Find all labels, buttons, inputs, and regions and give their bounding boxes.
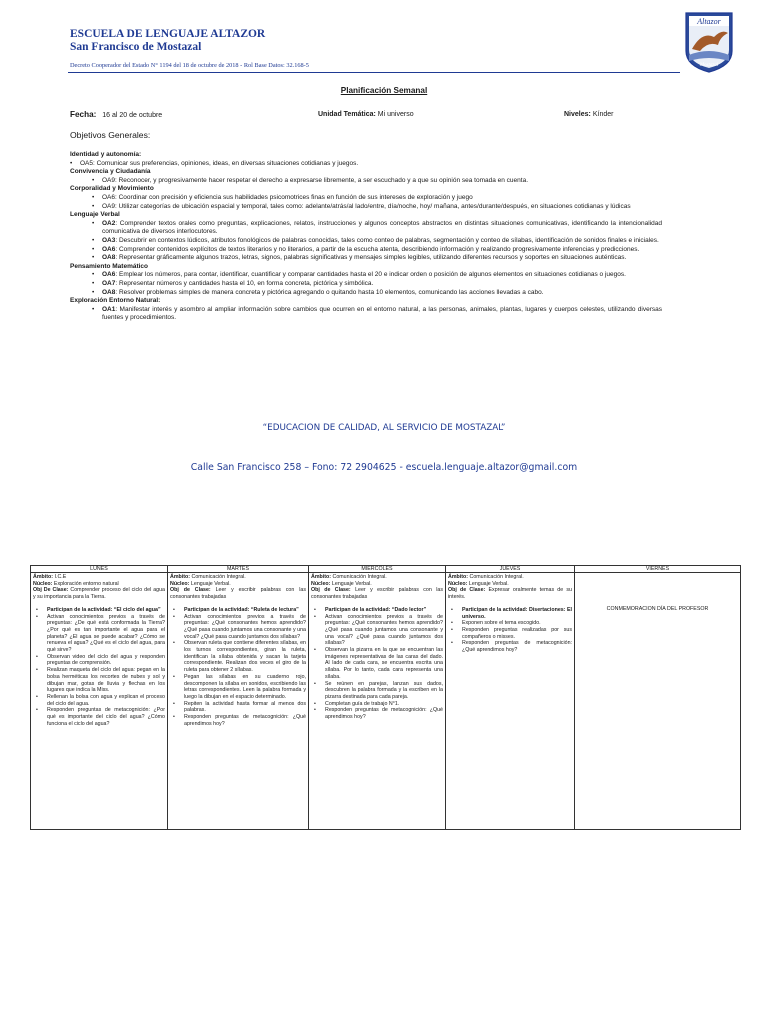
activity-text: Participan de la actividad: “Ruleta de lectura” xyxy=(184,606,299,613)
objective-items xyxy=(70,160,662,169)
list-item xyxy=(36,607,165,614)
objectives-list xyxy=(70,151,662,323)
header-divider xyxy=(68,72,680,73)
activity-text: Exponen sobre el tema escogido. xyxy=(462,620,541,627)
activity-text: Responden preguntas de metacognición: ¿Qué aprendimos hoy? xyxy=(184,714,306,727)
list-item xyxy=(451,627,572,640)
activity-text: Realizan maqueta del ciclo del agua: pegan en la bolsa herméticas los recortes de nubes y sol y dibujan mar, gotas de lluvia y flechas en los lugares que indica la Miss. xyxy=(47,667,165,694)
bullet-icon: • xyxy=(173,640,175,647)
objective-section-heading: Corporalidad y Movimiento xyxy=(70,185,154,193)
ambito-line xyxy=(311,574,443,581)
activity-text: Observan video del ciclo del agua y responden preguntas de comprensión. xyxy=(47,653,165,667)
objective-item xyxy=(92,254,662,263)
objective-text: : Comprender contenidos explícitos de textos literarios y no literarios, a partir de la escucha atenta, describiendo información y realizando progresivamente inferencias y predicciones. xyxy=(115,245,640,253)
bullet-icon: • xyxy=(92,271,95,279)
activity-text: Responden preguntas de metacognición: ¿Por qué es importante del ciclo del agua? ¿Cómo funciona el ciclo del agua? xyxy=(47,707,165,727)
list-item xyxy=(451,640,572,653)
cell-meta xyxy=(311,574,443,601)
ambito-label: Ámbito: xyxy=(33,574,54,580)
nucleo-label: Núcleo: xyxy=(311,580,331,587)
cell-meta xyxy=(448,574,572,601)
list-item xyxy=(173,607,306,614)
ambito-value: Comunicación Integral. xyxy=(469,574,524,580)
header-viernes: VIERNES xyxy=(575,566,741,573)
list-item xyxy=(36,667,165,694)
bullet-icon: • xyxy=(314,647,316,654)
list-item xyxy=(314,614,443,648)
activity-text: Responden preguntas de metacognición: ¿Qué aprendimos hoy? xyxy=(325,707,443,721)
cell-meta xyxy=(170,574,306,601)
activity-text: Participan de la actividad: “El ciclo del agua” xyxy=(47,606,161,613)
bullet-icon: • xyxy=(92,245,95,253)
bullet-icon: • xyxy=(92,279,95,287)
bullet-icon: • xyxy=(173,613,175,620)
objective-item xyxy=(92,236,662,246)
list-item xyxy=(314,647,443,681)
objectives-title: Objetivos Generales: xyxy=(70,130,151,140)
objective-code: OA6 xyxy=(102,245,116,253)
ambito-label: Ámbito: xyxy=(448,574,469,580)
objective-item xyxy=(92,245,662,255)
niveles-value: Kínder xyxy=(592,111,614,118)
school-name: ESCUELA DE LENGUAJE ALTAZOR xyxy=(70,28,266,40)
activity-text: Observan ruleta que contiene diferentes sílabas, en los turnos correspondientes, giran la ruleta, identifican la sílaba obtenida y sacan la tarjeta correspondiente. Realizan dos veces el giro de la ruleta para obtener 2 sílabas. xyxy=(184,640,306,674)
niveles-label: Niveles xyxy=(564,111,589,118)
list-item xyxy=(314,707,443,720)
list-item xyxy=(36,694,165,707)
school-logo xyxy=(684,11,734,73)
ambito-label: Ámbito: xyxy=(311,574,332,580)
ambito-line xyxy=(170,574,306,581)
list-item xyxy=(173,674,306,701)
bullet-icon: • xyxy=(36,606,38,613)
ambito-label: Ámbito: xyxy=(170,574,191,580)
activity-list xyxy=(448,607,572,654)
obj-value: Expresar oralmente temas de su interés. xyxy=(448,587,572,601)
obj-value: Leer y escribir palabras con las consonantes trabajadas xyxy=(311,587,443,601)
objective-section-heading: Identidad y autonomía: xyxy=(70,151,142,158)
objective-item xyxy=(92,288,662,298)
objective-text: : Representar números y cantidades hasta el 10, en forma concreta, pictórica y simbólica. xyxy=(115,279,374,287)
obj-value: Comprender proceso del ciclo del agua y su importancia para la Tierra. xyxy=(33,587,165,601)
bullet-icon: • xyxy=(92,236,95,244)
cell-viernes xyxy=(575,573,741,830)
objective-code: OA3 xyxy=(102,236,116,244)
objective-text: : Resolver problemas simples de manera concreta y pictórica agregando o quitando hasta 10 elementos, comunicando las acciones llevadas a cabo. xyxy=(115,288,544,296)
objective-item xyxy=(92,219,662,237)
bullet-icon: • xyxy=(36,707,38,714)
ambito-value: I.C.E xyxy=(54,574,67,580)
bullet-icon: • xyxy=(451,620,453,627)
activity-text: Repiten la actividad hasta formar al menos dos palabras. xyxy=(184,700,306,714)
cell-miercoles xyxy=(309,573,446,830)
list-item xyxy=(451,620,572,627)
bullet-icon: • xyxy=(173,700,175,707)
activity-text: Completan guía de trabajo N°1. xyxy=(325,700,400,707)
cell-jueves xyxy=(446,573,575,830)
list-item xyxy=(36,654,165,667)
objective-text: OA9: Reconocer, y progresivamente hacer respetar el derecho a expresarse libremente, a ser escuchado y a que su opinión sea tomada en cuenta. xyxy=(102,176,528,184)
bullet-icon: • xyxy=(92,219,95,227)
obj-line xyxy=(33,587,165,600)
bullet-icon: • xyxy=(314,680,316,687)
obj-label: Obj de Clase: xyxy=(311,587,351,594)
objective-text: OA9: Utilizar categorías de ubicación espacial y temporal, tales como: adelante/atrás/al lado/entre, día/noche, hoy/ mañana, antes/durante/después, en situaciones cotidianas y lúdicas xyxy=(102,202,631,210)
school-header xyxy=(70,28,265,54)
nucleo-value: Lenguaje Verbal. xyxy=(468,580,509,587)
list-item xyxy=(173,640,306,674)
cell-martes xyxy=(168,573,309,830)
objective-text: : Comprender textos orales como preguntas, explicaciones, relatos, instrucciones y algunos conceptos abstractos en distintas situaciones comunicativas, identificando la intencionalidad comunicativa de diversos interlocutores. xyxy=(102,219,662,236)
nucleo-value: Lenguaje Verbal. xyxy=(331,580,372,587)
list-item xyxy=(173,614,306,641)
ambito-line xyxy=(33,574,165,581)
obj-label: Obj de Clase: xyxy=(448,587,486,594)
objective-text: OA5: Comunicar sus preferencias, opiniones, ideas, en diversas situaciones cotidianas y juegos. xyxy=(80,159,359,167)
bullet-icon: • xyxy=(92,305,95,313)
cell-meta xyxy=(33,574,165,601)
bullet-icon: • xyxy=(451,640,453,647)
bullet-icon: • xyxy=(92,288,95,296)
fecha-label: Fecha xyxy=(70,110,94,119)
bullet-icon: • xyxy=(314,613,316,620)
info-row: Fecha: 16 al 20 de octubre Unidad Temática: Mi universo Niveles: Kínder xyxy=(70,110,614,119)
activity-text: Rellenan la bolsa con agua y explican el proceso del ciclo del agua. xyxy=(47,693,165,707)
bullet-icon: • xyxy=(36,693,38,700)
objective-text: OA6: Coordinar con precisión y eficiencia sus habilidades psicomotrices finas en función de sus intereses de exploración y juego xyxy=(102,193,473,201)
list-item xyxy=(451,607,572,620)
cell-lunes xyxy=(31,573,168,830)
bullet-icon: • xyxy=(70,159,73,167)
bullet-icon: • xyxy=(314,700,316,707)
activity-list xyxy=(170,607,306,728)
obj-line xyxy=(448,587,572,600)
unidad-label: Unidad Temática xyxy=(318,111,374,118)
objective-items xyxy=(70,177,662,186)
obj-line xyxy=(170,587,306,600)
list-item xyxy=(314,681,443,701)
objective-text: : Representar gráficamente algunos trazos, letras, signos, palabras significativas y mensajes simples legibles, utilizando diferentes recursos y soportes en situaciones auténticas. xyxy=(115,254,627,262)
objective-item xyxy=(92,271,662,280)
objective-section-heading: Pensamiento Matemático xyxy=(70,262,149,270)
obj-label: Obj de Clase: xyxy=(170,587,211,594)
objective-section-heading: Convivencia y Ciudadanía xyxy=(70,168,151,176)
nucleo-line xyxy=(311,581,443,588)
nucleo-value: Lenguaje Verbal. xyxy=(190,580,231,587)
nucleo-label: Núcleo: xyxy=(170,580,190,587)
bullet-icon: • xyxy=(36,613,38,620)
objective-code: OA7 xyxy=(102,279,116,287)
objective-item xyxy=(92,279,662,289)
header-miercoles: MIERCOLES xyxy=(309,566,446,573)
objective-item xyxy=(70,159,662,169)
nucleo-label: Núcleo: xyxy=(33,580,53,587)
list-item xyxy=(314,607,443,614)
list-item xyxy=(314,701,443,708)
weekly-plan-table xyxy=(30,565,741,830)
activity-text: Activan conocimientos previos a través de preguntas: ¿Qué consonantes hemos aprendido? ¿Qué pasa cuando juntamos una consonante y una vocal? ¿Qué pasa cuando juntamos dos sílabas? xyxy=(184,613,306,640)
ambito-line xyxy=(448,574,572,581)
bullet-icon: • xyxy=(173,606,175,613)
bullet-icon: • xyxy=(92,176,95,184)
objective-code: OA8 xyxy=(102,288,116,296)
objective-item xyxy=(92,202,662,212)
objective-section-heading: Exploración Entorno Natural: xyxy=(70,297,161,305)
bullet-icon: • xyxy=(173,673,175,680)
activity-text: Activan conocimientos previos a través de preguntas: ¿De qué está conformada la Tierra? ¿Por qué es tan importante el agua para el planeta? ¿El agua se puede acabar? ¿Cómo se renueva el agua? ¿Qué es el ciclo del agua, para qué sirve? xyxy=(47,613,165,654)
list-item xyxy=(173,714,306,727)
objective-code: OA1 xyxy=(102,305,116,313)
activity-text: Responden preguntas realizadas por sus compañeros o misses. xyxy=(462,626,572,640)
ambito-value: Comunicación Integral. xyxy=(191,574,246,580)
objective-text: : Descubrir en contextos lúdicos, atributos fonológicos de palabras conocidas, tales como conteo de palabras, segmentación y conteo de sílabas, identificación de sonidos finales e iniciales. xyxy=(115,236,659,244)
activity-text: Participan de la actividad: Disertaciones: El universo. xyxy=(462,606,572,620)
table-row xyxy=(31,573,741,830)
nucleo-value: Exploración entorno natural xyxy=(53,580,119,587)
table-header-row xyxy=(31,566,741,573)
objective-section-heading: Lenguaje Verbal xyxy=(70,211,120,219)
bullet-icon: • xyxy=(314,606,316,613)
activity-text: Se reúnen en parejas, lanzan sus dados, descubren la palabra formada y la escriben en la pizarra destinada para cada pareja. xyxy=(325,680,443,700)
footer-address: Calle San Francisco 258 – Fono: 72 2904625 - escuela.lenguaje.altazor@gmail.com xyxy=(190,462,578,473)
obj-value: Leer y escribir palabras con las consonantes trabajadas xyxy=(170,587,306,601)
bullet-icon: • xyxy=(36,667,38,674)
objective-text: : Emplear los números, para contar, identificar, cuantificar y comparar cantidades hasta el 20 e indicar orden o posición de algunos elementos en situaciones cotidianas o juegos. xyxy=(115,271,626,279)
objective-items xyxy=(70,306,662,323)
activity-list xyxy=(33,607,165,728)
activity-text: Activan conocimientos previos a través de preguntas: ¿Qué consonantes hemos aprendido? ¿Qué pasa cuando juntamos una consonante y una vocal? ¿Qué pasa cuando juntamos dos sílabas? xyxy=(325,613,443,647)
objective-code: OA6 xyxy=(102,271,116,279)
objective-item xyxy=(92,193,662,203)
friday-note: CONMEMORACION DÍA DEL PROFESOR xyxy=(606,606,709,612)
footer-quote: “EDUCACION DE CALIDAD, AL SERVICIO DE MOSTAZAL” xyxy=(262,423,506,433)
activity-text: Responden preguntas de metacognición: ¿Qué aprendimos hoy? xyxy=(462,640,572,654)
fecha-value: 16 al 20 de octubre xyxy=(102,112,163,119)
activity-list xyxy=(311,607,443,721)
bullet-icon: • xyxy=(451,606,453,613)
objective-item xyxy=(92,305,662,323)
school-location: San Francisco de Mostazal xyxy=(70,41,202,53)
ambito-value: Comunicación Integral. xyxy=(332,574,387,580)
bullet-icon: • xyxy=(314,707,316,714)
objective-code: OA8 xyxy=(102,254,116,262)
nucleo-line xyxy=(448,581,572,588)
header-martes: MARTES xyxy=(168,566,309,573)
list-item xyxy=(36,614,165,654)
list-item xyxy=(173,701,306,714)
objective-text: : Manifestar interés y asombro al ampliar información sobre cambios que ocurren en el entorno natural, a las personas, animales, plantas, lugares y cuerpos celestes, utilizando diversas fuentes y procedimientos. xyxy=(102,305,662,322)
nucleo-line xyxy=(33,581,165,588)
header-lunes: LUNES xyxy=(31,566,168,573)
nucleo-line xyxy=(170,581,306,588)
unidad-value: Mi universo xyxy=(377,111,414,118)
activity-text: Observan la pizarra en la que se encuentran las imágenes representativas de las caras del dado. Al lado de cada cara, se encuentra escrita una sílaba. Por lo tanto, cada cara representa una sílaba. xyxy=(325,647,443,680)
decree-text: Decreto Cooperador del Estado N° 1194 del 18 de octubre de 2018 - Rol Base Datos: 32.168-5 xyxy=(70,62,309,69)
bullet-icon: • xyxy=(451,626,453,633)
obj-label: Obj De Clase: xyxy=(33,587,69,594)
bullet-icon: • xyxy=(36,653,38,660)
header-jueves: JUEVES xyxy=(446,566,575,573)
objective-items xyxy=(70,194,662,211)
bullet-icon: • xyxy=(92,193,95,201)
objective-item xyxy=(92,176,662,186)
objective-code: OA2 xyxy=(102,219,116,227)
logo-top-text: Altazor xyxy=(697,17,721,26)
bullet-icon: • xyxy=(92,254,95,262)
bullet-icon: • xyxy=(92,202,95,210)
objective-items xyxy=(70,271,662,297)
logo-bottom-text: Mostazal xyxy=(699,63,719,68)
bullet-icon: • xyxy=(173,714,175,721)
objective-items xyxy=(70,220,662,263)
nucleo-label: Núcleo: xyxy=(448,580,468,587)
activity-text: Pegan las sílabas en su cuaderno rojo, descomponen la sílaba en sonidos, escribiendo las letras correspondientes. Leen la palabra formada y luego la dibujan en el espacio determinado. xyxy=(184,673,306,700)
activity-text: Participan de la actividad: “Dado lector” xyxy=(325,606,427,613)
obj-line xyxy=(311,587,443,600)
page-title: Planificación Semanal xyxy=(340,86,428,95)
list-item xyxy=(36,707,165,727)
